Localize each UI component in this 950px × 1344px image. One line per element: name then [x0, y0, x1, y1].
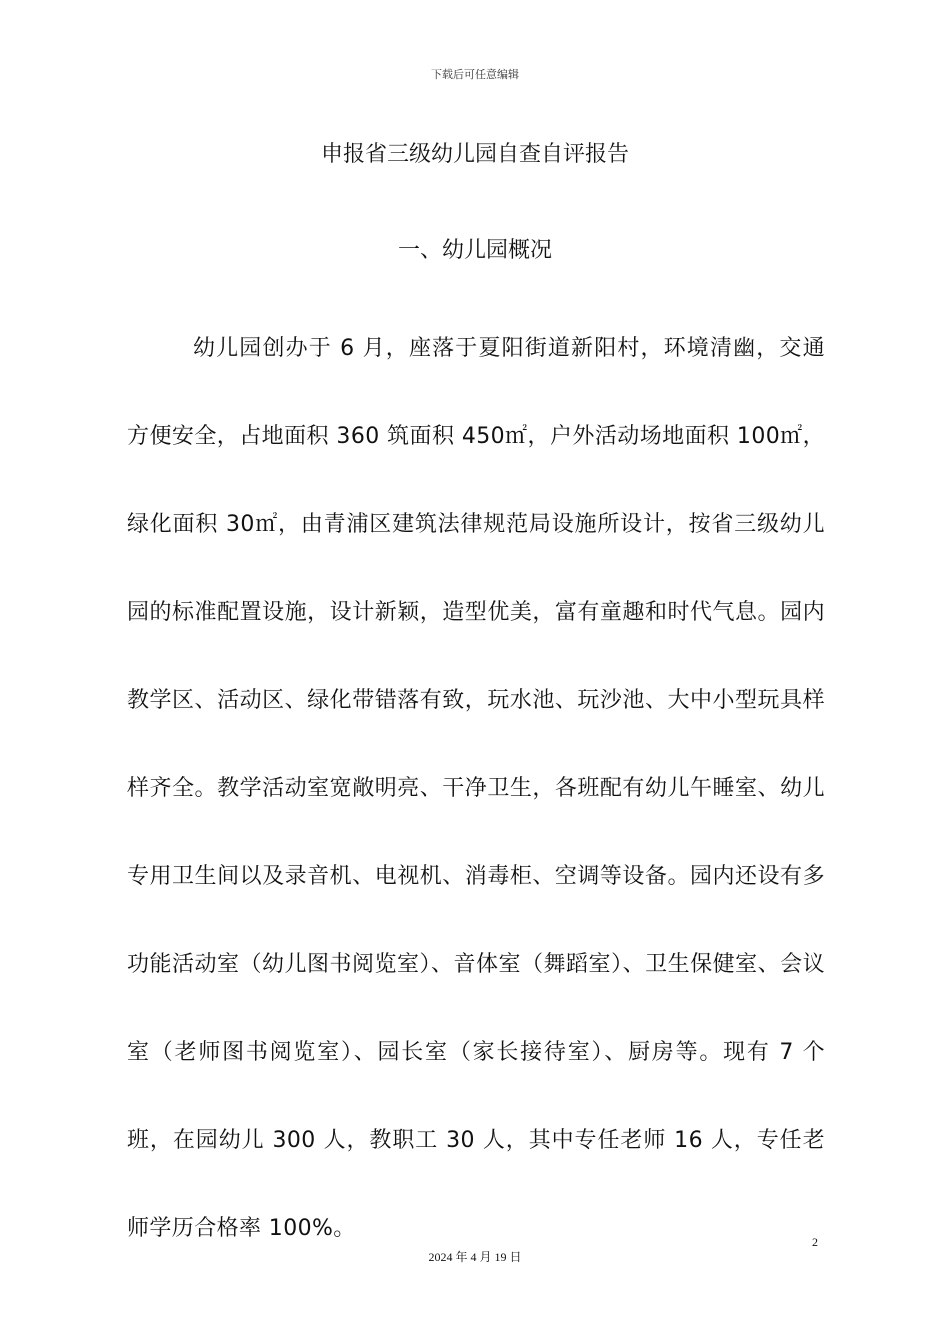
- body-paragraph: 幼儿园创办于 6 月，座落于夏阳街道新阳村，环境清幽，交通方便安全，占地面积 360 筑面积 450㎡，户外活动场地面积 100㎡，绿化面积 30㎡，由青浦区建筑法律规范局设施所设计，按省三级幼儿园的标准配置设施，设计新颖，造型优美，富有童趣和时代气息。园内教学区、活动区、绿化带错落有致，玩水池、玩沙池、大中小型玩具样样齐全。教学活动室宽敞明亮、干净卫生，各班配有幼儿午睡室、幼儿专用卫生间以及录音机、电视机、消毒柜、空调等设备。园内还设有多功能活动室（幼儿图书阅览室）、音体室（舞蹈室）、卫生保健室、会议室（老师图书阅览室）、园长室（家长接待室）、厨房等。现有 7 个班，在园幼儿 300 人，教职工 30 人，其中专任老师 16 人，专任老师学历合格率 100%。: [127, 336, 825, 1241]
- footer-date: 2024 年 4 月 19 日: [428, 1250, 522, 1264]
- header-note: 下载后可任意编辑: [431, 68, 519, 81]
- section-heading: 一、幼儿园概况: [397, 238, 552, 263]
- document-title: 申报省三级幼儿园自查自评报告: [320, 142, 629, 167]
- page-number: 2: [812, 1235, 818, 1249]
